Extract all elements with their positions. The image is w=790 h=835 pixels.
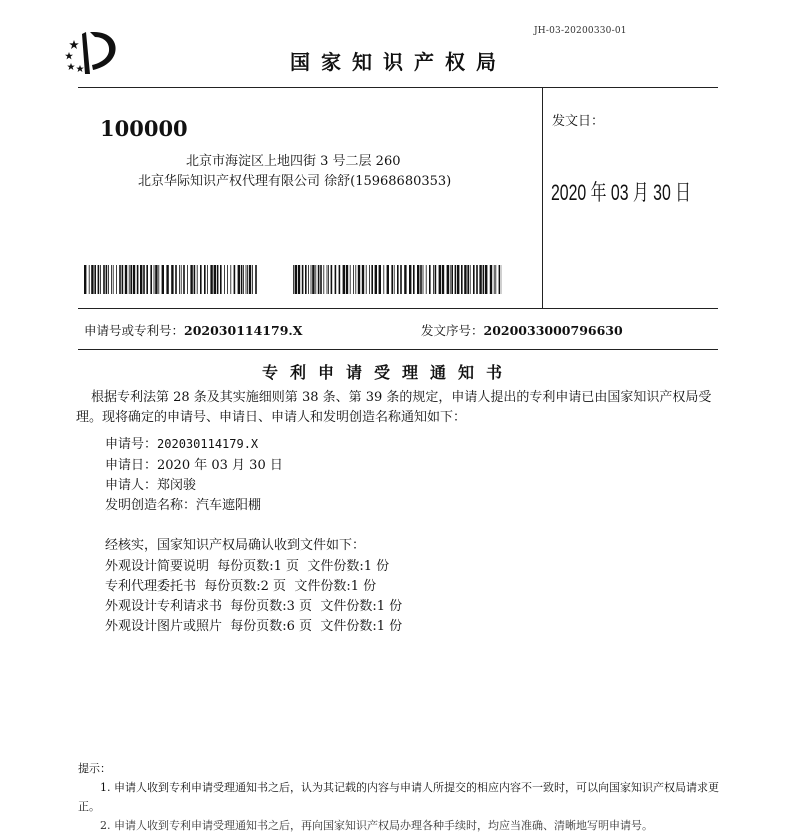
serial-number-row <box>421 321 623 339</box>
serial-number-label: 发文序号： <box>421 323 484 338</box>
field-value: 郑闵骏 <box>157 478 196 493</box>
notice-title: 专利申请受理通知书 <box>262 360 514 383</box>
field-applicant <box>105 474 196 493</box>
tip-item: 2. 申请人收到专利申请受理通知书之后，再向国家知识产权局办理各种手续时，均应当准确、清晰地写明申请号。 <box>78 816 722 835</box>
date-column-divider <box>542 87 543 308</box>
postcode: 100000 <box>100 116 188 141</box>
issue-date-value: 2020 年 03 月 30 日 <box>551 176 691 207</box>
application-number-label: 申请号或专利号： <box>84 323 184 338</box>
field-value: 2020 年 03 月 30 日 <box>157 458 283 473</box>
document-code: JH-03-20200330-01 <box>534 26 627 36</box>
field-application-date <box>105 454 283 473</box>
field-application-number <box>105 433 258 452</box>
barcode-left <box>84 265 257 294</box>
field-label: 申请人： <box>105 478 157 493</box>
field-value: 汽车遮阳棚 <box>196 498 261 513</box>
received-intro: 经核实，国家知识产权局确认收到文件如下： <box>105 534 365 553</box>
application-number-value: 202030114179.X <box>184 323 302 338</box>
field-label: 发明创造名称： <box>105 498 196 513</box>
barcode-right <box>293 265 502 294</box>
field-label: 申请日： <box>105 458 157 473</box>
received-document: 外观设计图片或照片 每份页数:6 页 文件份数:1 份 <box>105 615 402 634</box>
notice-intro: 根据专利法第 28 条及其实施细则第 38 条、第 39 条的规定，申请人提出的专利申请已由国家知识产权局受理。现将确定的申请号、申请日、申请人和发明创造名称通知如下： <box>76 388 720 428</box>
header-bottom-divider <box>78 308 718 309</box>
reference-divider <box>78 349 718 350</box>
received-document: 外观设计专利请求书 每份页数:3 页 文件份数:1 份 <box>105 595 402 614</box>
office-name: 国家知识产权局 <box>290 46 507 75</box>
received-document: 专利代理委托书 每份页数:2 页 文件份数:1 份 <box>105 575 376 594</box>
issue-date-label: 发文日： <box>552 110 604 129</box>
address-line-2: 北京华际知识产权代理有限公司 徐舒(15968680353) <box>138 170 451 189</box>
field-invention-title <box>105 494 261 513</box>
received-document: 外观设计简要说明 每份页数:1 页 文件份数:1 份 <box>105 555 389 574</box>
tip-item: 1. 申请人收到专利申请受理通知书之后，认为其记载的内容与申请人所提交的相应内容不一致时，可以向国家知识产权局请求更正。 <box>78 778 722 816</box>
top-divider <box>78 87 718 88</box>
address-line-1: 北京市海淀区上地四街 3 号二层 260 <box>186 150 400 169</box>
serial-number-value: 2020033000796630 <box>484 323 623 338</box>
field-label: 申请号： <box>105 437 157 452</box>
field-value: 202030114179.X <box>157 437 258 451</box>
tips-label: 提示： <box>78 760 111 776</box>
cnipa-logo-icon <box>60 28 126 78</box>
application-number-row <box>84 321 302 339</box>
